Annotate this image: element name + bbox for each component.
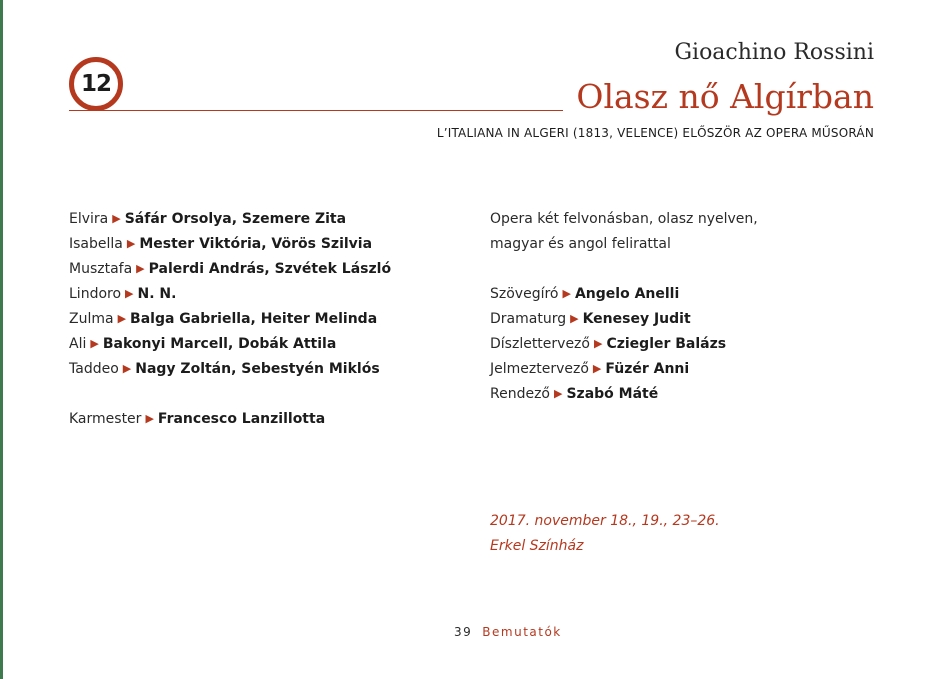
description-text: magyar és angol felirattal (490, 236, 671, 252)
performance-dates: 2017. november 18., 19., 23–26. (490, 513, 720, 529)
arrow-icon: ▶ (122, 362, 132, 375)
opera-title: Olasz nő Algírban (576, 77, 874, 116)
description-line (490, 209, 890, 234)
credit-name: Füzér Anni (605, 361, 690, 377)
performer-names: Bakonyi Marcell, Dobák Attila (102, 336, 337, 352)
arrow-icon: ▶ (570, 312, 579, 325)
role-label: Musztafa (69, 261, 133, 277)
credit-row (490, 359, 890, 384)
conductor-row (69, 409, 469, 434)
performer-names: Nagy Zoltán, Sebestyén Miklós (135, 361, 380, 377)
spacer (490, 259, 890, 284)
cast-row (69, 284, 469, 309)
composer-name: Gioachino Rossini (674, 40, 874, 65)
performer-names: Palerdi András, Szvétek László (148, 261, 392, 277)
role-label: Taddeo (69, 361, 119, 377)
role-label: Ali (69, 336, 87, 352)
arrow-icon: ▶ (145, 412, 154, 425)
cast-row (69, 359, 469, 384)
performer-names: Mester Viktória, Vörös Szilvia (139, 236, 373, 252)
page-number-badge (69, 57, 123, 111)
description-text: Opera két felvonásban, olasz nyelven, (490, 211, 758, 227)
arrow-icon: ▶ (593, 337, 603, 350)
credit-row (490, 284, 890, 309)
badge-number: 12 (80, 71, 111, 97)
performance-venue: Erkel Színház (490, 538, 584, 554)
performer-names: Sáfár Orsolya, Szemere Zita (124, 211, 347, 227)
role-label: Elvira (69, 211, 109, 227)
cast-row (69, 334, 469, 359)
credit-row (490, 384, 890, 409)
role-label: Jelmeztervező (490, 361, 589, 377)
spacer (69, 384, 469, 409)
credit-name: Angelo Anelli (574, 286, 680, 302)
page-footer (454, 625, 562, 639)
footer-section-title: Bemutatók (482, 625, 562, 639)
arrow-icon: ▶ (126, 237, 136, 250)
credit-name: Szabó Máté (566, 386, 659, 402)
role-label: Díszlettervező (490, 336, 590, 352)
footer-page-number: 39 (454, 625, 473, 639)
role-label: Lindoro (69, 286, 122, 302)
arrow-icon: ▶ (112, 212, 121, 225)
arrow-icon: ▶ (562, 287, 571, 300)
role-label: Zulma (69, 311, 114, 327)
role-label: Isabella (69, 236, 123, 252)
page-edge (0, 0, 3, 679)
performer-names: N. N. (137, 286, 177, 302)
arrow-icon: ▶ (592, 362, 602, 375)
conductor-name: Francesco Lanzillotta (157, 411, 326, 427)
role-label: Szövegíró (490, 286, 559, 302)
performance-info (490, 509, 720, 559)
cast-row (69, 234, 469, 259)
opera-subtitle: L’ITALIANA IN ALGERI (1813, VELENCE) ELŐSZÖR AZ OPERA MŰSORÁN (436, 126, 874, 140)
arrow-icon: ▶ (90, 337, 99, 350)
arrow-icon: ▶ (117, 312, 127, 325)
credit-row (490, 309, 890, 334)
role-label: Karmester (69, 411, 142, 427)
cast-row (69, 209, 469, 234)
arrow-icon: ▶ (125, 287, 134, 300)
credit-row (490, 334, 890, 359)
cast-list (69, 209, 469, 434)
cast-row (69, 309, 469, 334)
credit-name: Kenesey Judit (582, 311, 691, 327)
role-label: Rendező (490, 386, 550, 402)
arrow-icon: ▶ (554, 387, 563, 400)
arrow-icon: ▶ (136, 262, 145, 275)
cast-row (69, 259, 469, 284)
header-rule (69, 110, 563, 111)
credits-list (490, 209, 890, 409)
role-label: Dramaturg (490, 311, 567, 327)
credit-name: Cziegler Balázs (606, 336, 727, 352)
performer-names: Balga Gabriella, Heiter Melinda (130, 311, 378, 327)
description-line (490, 234, 890, 259)
